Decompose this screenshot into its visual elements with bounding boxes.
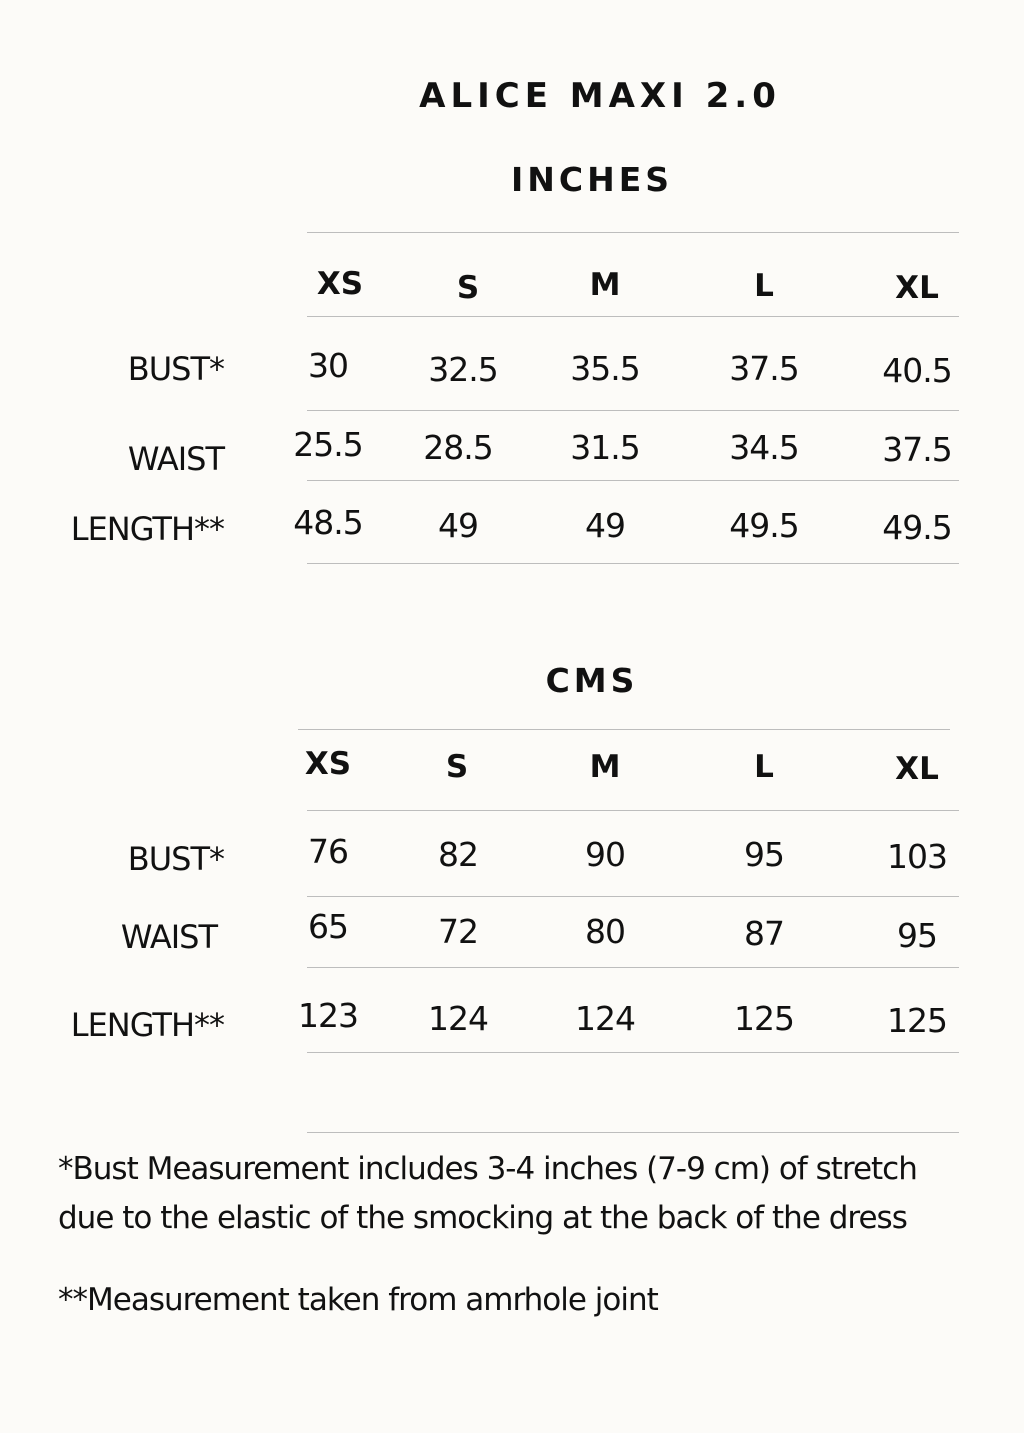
size-header-xs: XS xyxy=(316,266,364,302)
table-cell: 32.5 xyxy=(428,350,498,389)
row-label-waist: WAIST xyxy=(120,918,217,956)
row-label-length: LENGTH** xyxy=(70,510,224,548)
table-cell: 40.5 xyxy=(882,351,952,390)
size-header-m: M xyxy=(589,267,621,303)
table-cell: 124 xyxy=(428,999,488,1038)
table-cell: 125 xyxy=(734,999,794,1038)
size-header-xs: XS xyxy=(304,746,352,782)
table-divider xyxy=(307,810,959,811)
length-footnote: **Measurement taken from amrhole joint xyxy=(58,1282,658,1318)
table-divider xyxy=(307,563,959,564)
table-cell: 48.5 xyxy=(293,503,363,542)
size-header-l: L xyxy=(754,268,774,304)
table-cell: 49 xyxy=(438,506,478,545)
page-title: ALICE MAXI 2.0 xyxy=(419,76,781,116)
table-cell: 72 xyxy=(438,912,478,951)
table-divider xyxy=(307,410,959,411)
table-cell: 125 xyxy=(887,1001,947,1040)
table-cell: 25.5 xyxy=(293,425,363,464)
table-divider xyxy=(307,967,959,968)
table-cell: 90 xyxy=(585,835,625,874)
cms-heading: CMS xyxy=(545,661,639,700)
row-label-bust: BUST* xyxy=(127,350,224,388)
table-divider xyxy=(307,896,959,897)
size-header-l: L xyxy=(754,749,774,785)
table-cell: 37.5 xyxy=(729,349,799,388)
row-label-waist: WAIST xyxy=(127,440,224,478)
row-label-bust: BUST* xyxy=(127,840,224,878)
size-header-xl: XL xyxy=(895,270,939,306)
table-cell: 49.5 xyxy=(729,506,799,545)
table-cell: 80 xyxy=(585,912,625,951)
table-cell: 34.5 xyxy=(729,428,799,467)
table-divider xyxy=(307,1052,959,1053)
table-cell: 37.5 xyxy=(882,430,952,469)
table-cell: 65 xyxy=(308,907,348,946)
table-divider xyxy=(307,1132,959,1133)
table-cell: 76 xyxy=(308,832,348,871)
table-cell: 103 xyxy=(887,837,947,876)
table-divider xyxy=(307,480,959,481)
table-cell: 49.5 xyxy=(882,508,952,547)
size-header-m: M xyxy=(589,749,621,785)
table-cell: 95 xyxy=(744,835,784,874)
size-header-s: S xyxy=(445,749,469,785)
table-cell: 31.5 xyxy=(570,428,640,467)
table-cell: 87 xyxy=(744,914,784,953)
size-header-s: S xyxy=(456,270,480,306)
inches-heading: INCHES xyxy=(510,160,674,199)
table-cell: 82 xyxy=(438,835,478,874)
table-divider xyxy=(307,232,959,233)
size-header-xl: XL xyxy=(895,751,939,787)
table-cell: 35.5 xyxy=(570,349,640,388)
table-divider xyxy=(307,316,959,317)
row-label-length: LENGTH** xyxy=(70,1006,224,1044)
table-cell: 124 xyxy=(575,999,635,1038)
table-cell: 28.5 xyxy=(423,428,493,467)
table-cell: 49 xyxy=(585,506,625,545)
table-cell: 30 xyxy=(308,346,348,385)
table-cell: 95 xyxy=(897,916,937,955)
bust-footnote: *Bust Measurement includes 3-4 inches (7-9 cm) of stretch due to the elastic of the smocking at the back of the dress xyxy=(58,1151,917,1236)
table-divider xyxy=(298,729,950,730)
table-cell: 123 xyxy=(298,996,358,1035)
